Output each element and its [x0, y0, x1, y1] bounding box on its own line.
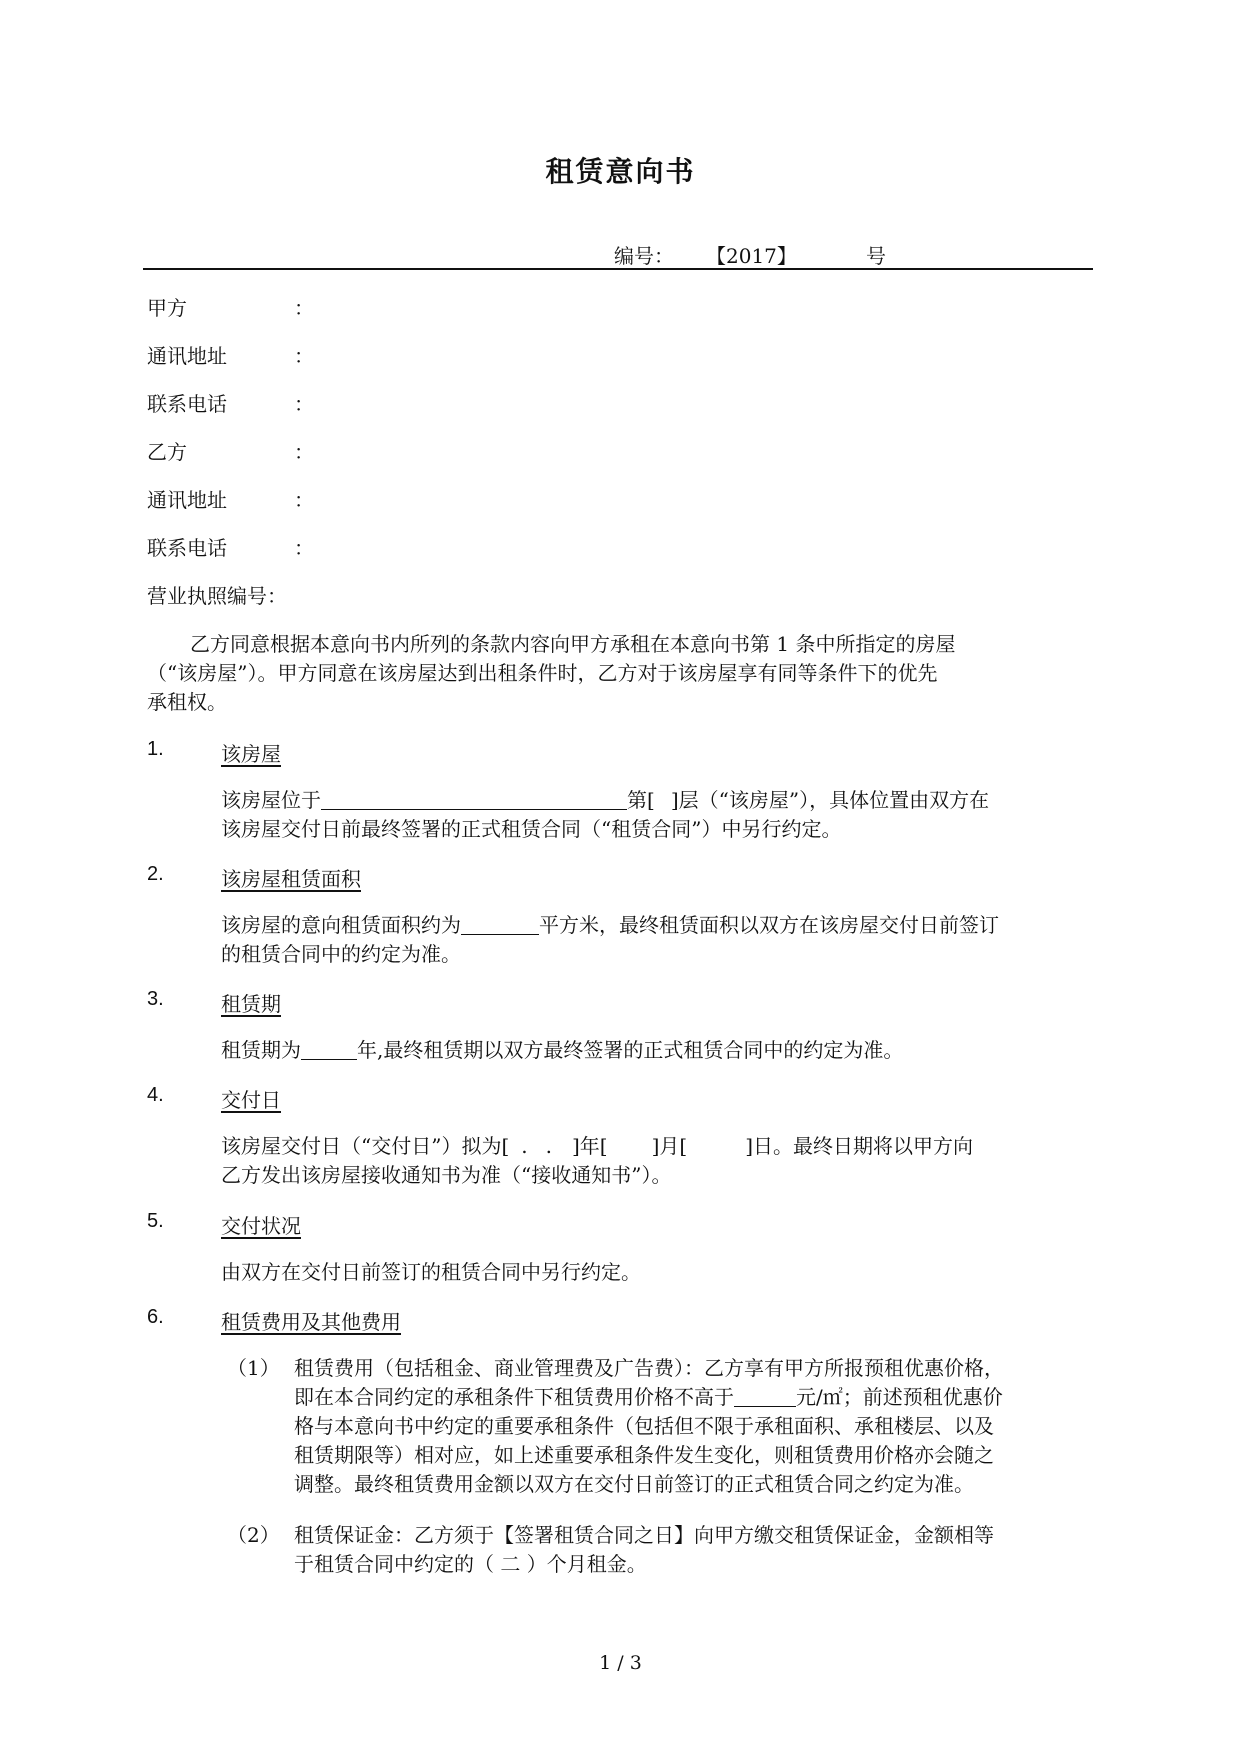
- party-a-phone-label: 联系电话: [147, 392, 227, 416]
- section-2-line-1: [221, 909, 999, 938]
- area-blank: [461, 914, 539, 935]
- party-b-address-label: 通讯地址: [147, 488, 227, 512]
- sub-item-1-line-2: [294, 1381, 1003, 1410]
- intro-line-3: 承租权。: [147, 690, 227, 714]
- page-number: 1 / 3: [599, 1652, 642, 1674]
- party-b-label: 乙方: [147, 440, 187, 464]
- section-1-text-c: ]层（“该房屋”），具体位置由双方在: [670, 788, 990, 812]
- sub-item-1-line-5: 调整。最终租赁费用金额以双方在交付日前签订的正式租赁合同之约定为准。: [294, 1472, 974, 1496]
- section-2-text-a: 该房屋的意向租赁面积约为: [221, 913, 461, 937]
- section-3-text-a: 租赁期为: [221, 1038, 301, 1062]
- section-3-heading: 租赁期: [221, 992, 281, 1016]
- section-1-number: 1.: [147, 738, 164, 760]
- section-5-heading: 交付状况: [221, 1214, 301, 1238]
- header-rule: [143, 268, 1093, 270]
- section-1-heading: 该房屋: [221, 742, 281, 766]
- section-4-text-day: ]日。最终日期将以甲方向: [745, 1134, 974, 1158]
- doc-number-year: 【2017】: [706, 244, 797, 268]
- intro-line-1: 乙方同意根据本意向书内所列的条款内容向甲方承租在本意向书第 1 条中所指定的房屋: [190, 632, 956, 656]
- sub-item-1-number: （1）: [227, 1356, 280, 1380]
- section-2-number: 2.: [147, 863, 164, 885]
- section-6-heading: 租赁费用及其他费用: [221, 1310, 401, 1334]
- intro-line-2: （“该房屋”）。甲方同意在该房屋达到出租条件时，乙方对于该房屋享有同等条件下的优先: [147, 661, 938, 685]
- section-2-line-2: 的租赁合同中的约定为准。: [221, 942, 461, 966]
- section-4-dot-1: .: [521, 1134, 528, 1158]
- term-blank: [301, 1039, 357, 1060]
- business-license-label: 营业执照编号：: [147, 584, 287, 608]
- section-4-heading: 交付日: [221, 1088, 281, 1112]
- party-a-phone-colon: ：: [294, 392, 314, 416]
- document-title: 租赁意向书: [545, 155, 696, 188]
- doc-number-suffix: 号: [866, 244, 886, 268]
- section-4-line-2: 乙方发出该房屋接收通知书为准（“接收通知书”）。: [221, 1163, 672, 1187]
- sub-item-1-line-1: 租赁费用（包括租金、商业管理费及广告费）：乙方享有甲方所报预租优惠价格，: [294, 1356, 1004, 1380]
- sub-item-1-line-4: 租赁期限等）相对应，如上述重要承租条件发生变化，则租赁费用价格亦会随之: [294, 1443, 994, 1467]
- party-a-address-label: 通讯地址: [147, 344, 227, 368]
- party-b-phone-label: 联系电话: [147, 536, 227, 560]
- section-2-heading: 该房屋租赁面积: [221, 867, 361, 891]
- section-4-text-a: 该房屋交付日（“交付日”）拟为[: [221, 1134, 510, 1158]
- section-1-text-b: 第[: [627, 788, 655, 812]
- section-3-line-1: [221, 1034, 903, 1063]
- sub-item-1-text-a: 即在本合同约定的承租条件下租赁费用价格不高于: [294, 1385, 734, 1409]
- sub-item-1-line-3: 格与本意向书中约定的重要承租条件（包括但不限于承租面积、承租楼层、以及: [294, 1414, 994, 1438]
- section-4-line-1: [221, 1130, 973, 1159]
- party-b-phone-colon: ：: [294, 536, 314, 560]
- sub-item-2-number: （2）: [227, 1523, 280, 1547]
- section-1-line-1: [221, 784, 989, 813]
- party-b-colon: ：: [294, 440, 314, 464]
- section-4-dot-2: .: [545, 1134, 552, 1158]
- section-1-text-a: 该房屋位于: [221, 788, 321, 812]
- section-2-text-b: 平方米，最终租赁面积以双方在该房屋交付日前签订: [539, 913, 999, 937]
- party-a-address-colon: ：: [294, 344, 314, 368]
- section-5-number: 5.: [147, 1210, 164, 1232]
- doc-number-label: 编号：: [614, 244, 674, 268]
- section-3-text-b: 年,最终租赁期以双方最终签署的正式租赁合同中的约定为准。: [357, 1038, 904, 1062]
- section-1-line-2: 该房屋交付日前最终签署的正式租赁合同（“租赁合同”）中另行约定。: [221, 817, 842, 841]
- section-6-number: 6.: [147, 1306, 164, 1328]
- section-4-text-month: ]月[: [651, 1134, 688, 1158]
- section-4-number: 4.: [147, 1084, 164, 1106]
- sub-item-1-text-b: 元/㎡；前述预租优惠价: [796, 1385, 1003, 1409]
- sub-item-2-line-2: 于租赁合同中约定的（ 二 ）个月租金。: [294, 1552, 647, 1576]
- party-a-colon: ：: [294, 296, 314, 320]
- section-4-text-year: ]年[: [571, 1134, 608, 1158]
- price-blank: [734, 1386, 796, 1407]
- section-5-line-1: 由双方在交付日前签订的租赁合同中另行约定。: [221, 1260, 641, 1284]
- party-b-address-colon: ：: [294, 488, 314, 512]
- sub-item-2-line-1: 租赁保证金：乙方须于【签署租赁合同之日】向甲方缴交租赁保证金，金额相等: [294, 1523, 994, 1547]
- section-3-number: 3.: [147, 988, 164, 1010]
- location-blank: [321, 789, 627, 810]
- party-a-label: 甲方: [147, 296, 187, 320]
